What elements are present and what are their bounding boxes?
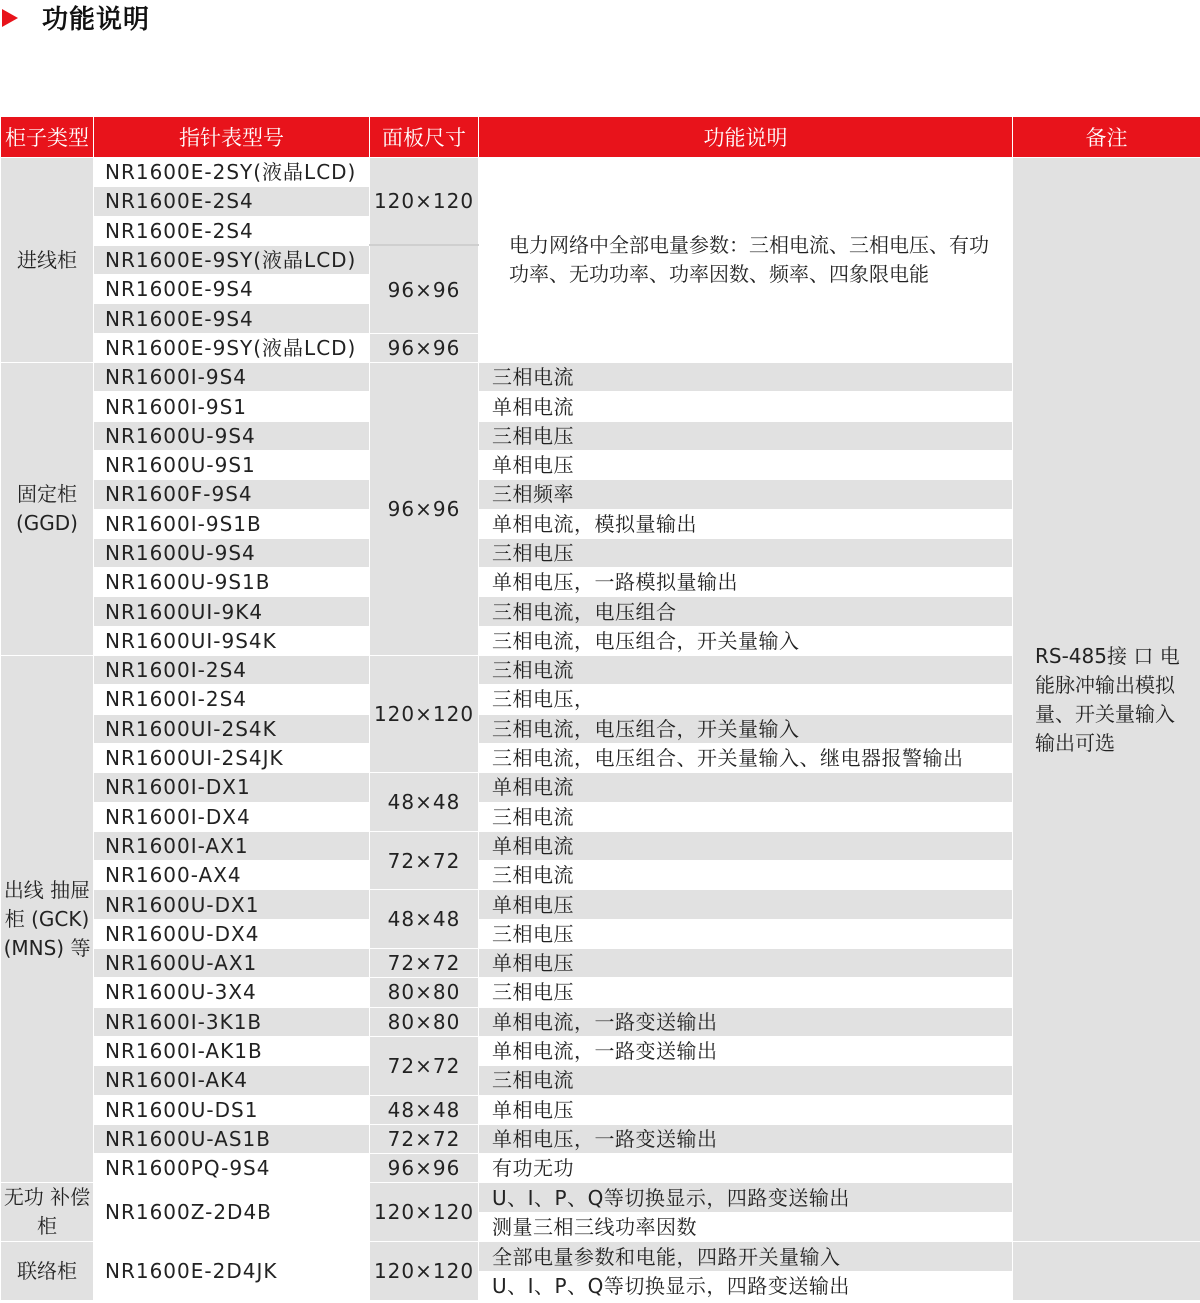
size-cell: 72×72 [370,1036,479,1095]
size-cell: 96×96 [370,1154,479,1183]
remarks-cell: RS-485接 口 电能脉冲输出模拟量、开关量输入输出可选 [1013,158,1200,1242]
size-cell: 72×72 [370,1124,479,1153]
size-cell: 120×120 [370,1183,479,1242]
model-cell: NR1600I-AX1 [94,831,370,860]
function-cell: U、I、P、Q等切换显示，四路变送输出 [479,1183,1013,1213]
function-cell: 三相电压 [479,919,1013,948]
model-cell: NR1600U-9S4 [94,538,370,567]
cabinet-drawer: 出线 抽屉柜 (GCK) (MNS) 等 [1,656,94,1183]
model-cell: NR1600U-DS1 [94,1095,370,1124]
size-cell: 96×96 [370,333,479,362]
model-cell: NR1600I-2S4 [94,656,370,685]
function-cell: 单相电压 [479,1095,1013,1124]
function-cell: 全部电量参数和电能，四路开关量输入 [479,1242,1013,1271]
model-cell: NR1600U-AX1 [94,949,370,978]
function-cell: 单相电压，一路模拟量输出 [479,568,1013,597]
header-cabinet-type: 柜子类型 [1,117,94,158]
header-panel-size: 面板尺寸 [370,117,479,158]
function-cell: 单相电流 [479,773,1013,802]
model-cell: NR1600I-2S4 [94,685,370,714]
size-cell: 48×48 [370,1095,479,1124]
size-cell: 72×72 [370,949,479,978]
model-cell: NR1600E-9S4 [94,275,370,304]
size-cell: 48×48 [370,890,479,949]
model-cell: NR1600I-9S1B [94,509,370,538]
model-cell: NR1600Z-2D4B [94,1183,370,1242]
size-cell: 80×80 [370,978,479,1007]
section-title: 功能说明 [42,4,151,35]
model-cell: NR1600I-9S4 [94,363,370,392]
function-cell: 三相电压， [479,685,1013,714]
model-cell: NR1600U-DX1 [94,890,370,919]
table-header-row [1,117,1200,158]
function-cell: 三相电压 [479,421,1013,450]
model-cell: NR1600PQ-9S4 [94,1154,370,1183]
size-cell: 48×48 [370,773,479,832]
section-header [0,0,150,34]
cabinet-fixed: 固定柜 (GGD) [1,363,94,656]
model-cell: NR1600U-9S1B [94,568,370,597]
model-cell: NR1600U-AS1B [94,1124,370,1153]
cabinet-reactive-compensation: 无功 补偿柜 [1,1183,94,1242]
function-cell: 单相电流，一路变送输出 [479,1036,1013,1065]
function-cell: U、I、P、Q等切换显示，四路变送输出 [479,1271,1013,1300]
model-cell: NR1600UI-9K4 [94,597,370,626]
function-cell: 三相电流 [479,656,1013,685]
model-cell: NR1600E-2S4 [94,216,370,245]
model-cell: NR1600E-2D4JK [94,1242,370,1301]
header-remarks: 备注 [1013,117,1200,158]
model-cell: NR1600U-9S1 [94,450,370,479]
cabinet-incoming: 进线柜 [1,158,94,363]
function-cell: 测量三相三线功率因数 [479,1212,1013,1242]
function-cell-main: 电力网络中全部电量参数：三相电流、三相电压、有功功率、无功功率、功率因数、频率、四象限电能 [479,158,1013,363]
model-cell: NR1600I-3K1B [94,1007,370,1036]
size-cell: 96×96 [370,363,479,656]
model-cell: NR1600-AX4 [94,861,370,890]
function-cell: 单相电压 [479,949,1013,978]
model-cell: NR1600I-DX1 [94,773,370,802]
function-cell: 三相电流，电压组合，开关量输入 [479,626,1013,655]
size-cell: 120×120 [370,158,479,246]
size-cell: 80×80 [370,1007,479,1036]
cabinet-tie: 联络柜 [1,1242,94,1301]
function-cell: 单相电流，一路变送输出 [479,1007,1013,1036]
function-cell: 单相电流，模拟量输出 [479,509,1013,538]
function-cell: 三相电压 [479,978,1013,1007]
model-cell: NR1600U-9S4 [94,421,370,450]
model-cell: NR1600UI-9S4K [94,626,370,655]
header-model: 指针表型号 [94,117,370,158]
model-cell: NR1600E-9SY(液晶LCD) [94,245,370,274]
function-cell: 三相频率 [479,480,1013,509]
function-cell: 三相电流 [479,861,1013,890]
function-cell: 三相电流 [479,1066,1013,1095]
function-cell: 单相电流 [479,392,1013,421]
size-cell: 120×120 [370,656,479,773]
function-cell: 单相电压 [479,450,1013,479]
model-cell: NR1600E-2SY(液晶LCD) [94,158,370,187]
function-cell: 三相电流，电压组合，开关量输入 [479,714,1013,743]
model-cell: NR1600I-DX4 [94,802,370,831]
model-cell: NR1600I-AK4 [94,1066,370,1095]
model-cell: NR1600F-9S4 [94,480,370,509]
function-cell: 三相电流 [479,802,1013,831]
function-cell: 三相电流，电压组合 [479,597,1013,626]
spec-table [0,116,1200,1301]
function-cell: 有功无功 [479,1154,1013,1183]
model-cell: NR1600E-9S4 [94,304,370,333]
function-cell: 三相电流 [479,363,1013,392]
model-cell: NR1600E-9SY(液晶LCD) [94,333,370,362]
size-cell: 72×72 [370,831,479,890]
model-cell: NR1600I-9S1 [94,392,370,421]
triangle-bullet-icon [2,9,18,27]
model-cell: NR1600UI-2S4K [94,714,370,743]
function-cell: 三相电流，电压组合、开关量输入、继电器报警输出 [479,743,1013,772]
size-cell: 120×120 [370,1242,479,1301]
table-row [1,1242,1200,1271]
model-cell: NR1600U-DX4 [94,919,370,948]
model-cell: NR1600U-3X4 [94,978,370,1007]
table-row [1,158,1200,187]
remarks-cell-empty [1013,1242,1200,1301]
model-cell: NR1600I-AK1B [94,1036,370,1065]
function-cell: 单相电流 [479,831,1013,860]
model-cell: NR1600E-2S4 [94,187,370,216]
header-function: 功能说明 [479,117,1013,158]
model-cell: NR1600UI-2S4JK [94,743,370,772]
function-cell: 三相电压 [479,538,1013,567]
function-cell: 单相电压，一路变送输出 [479,1124,1013,1153]
size-cell: 96×96 [370,245,479,333]
function-cell: 单相电压 [479,890,1013,919]
